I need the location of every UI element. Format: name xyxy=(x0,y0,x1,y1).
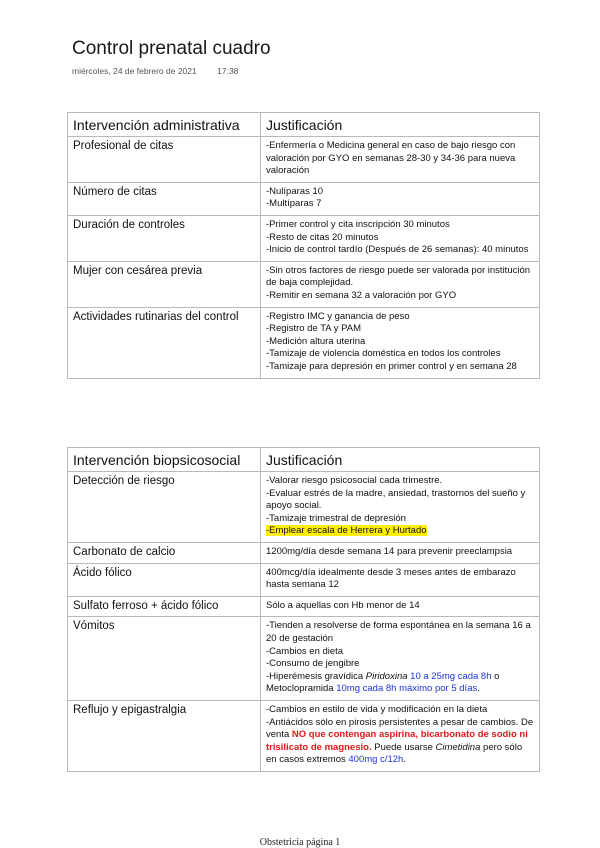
justification-line: -Registro IMC y ganancia de peso xyxy=(266,310,410,322)
table-row xyxy=(68,563,540,596)
table-row xyxy=(68,542,540,563)
text-segment: o Metoclopramida xyxy=(266,670,500,695)
note-time: 17:38 xyxy=(217,66,239,76)
justification-line: -Multíparas 7 xyxy=(266,198,322,210)
dose-text: 400mg c/12h xyxy=(348,754,404,766)
justification-line: -Medición altura uterina xyxy=(266,335,366,347)
table-header-row xyxy=(68,448,540,472)
row-justification xyxy=(261,137,540,183)
dose-text: 10 a 25mg cada 8h xyxy=(407,670,492,682)
justification-line: -Cambios en estilo de vida y modificación en la dieta xyxy=(266,703,488,715)
highlighted-line: -Emplear escala de Herrera y Hurtado xyxy=(266,525,427,537)
justification-line: Sólo a aquellas con Hb menor de 14 xyxy=(266,599,420,611)
hyperemesis-line xyxy=(266,671,534,696)
justification-line: -Tamizaje trimestral de depresión xyxy=(266,512,406,524)
justification-line: -Tamizaje de violencia doméstica en todos los controles xyxy=(266,348,501,360)
row-label: Ácido fólico xyxy=(68,563,261,596)
justification-line: -Evaluar estrés de la madre, ansiedad, trastornos del sueño y apoyo social. xyxy=(266,487,526,512)
page-title: Control prenatal cuadro xyxy=(72,38,271,59)
row-label: Vómitos xyxy=(68,617,261,701)
row-label: Actividades rutinarias del control xyxy=(68,307,261,378)
biopsychosocial-table xyxy=(67,447,540,772)
justification-line: -Tamizaje para depresión en primer control y en semana 28 xyxy=(266,360,517,372)
row-justification xyxy=(261,617,540,701)
justification-line: -Enfermería o Medicina general en caso de bajo riesgo con valoración por GYO en semanas 28-30 y 34-36 para nueva valoración xyxy=(266,140,516,177)
drug-name: Cimetidina xyxy=(435,741,481,753)
dose-text: 10mg cada 8h máximo por 5 días xyxy=(336,683,478,695)
note-datetime xyxy=(72,66,238,76)
table-row xyxy=(68,596,540,617)
text-segment: pero sólo en casos extremos xyxy=(266,741,523,766)
table-row xyxy=(68,700,540,771)
row-label: Sulfato ferroso + ácido fólico xyxy=(68,596,261,617)
justification-line: -Cambios en dieta xyxy=(266,645,344,657)
row-label: Duración de controles xyxy=(68,215,261,261)
administrative-table xyxy=(67,112,540,379)
table-header-row xyxy=(68,113,540,137)
row-justification xyxy=(261,215,540,261)
row-justification xyxy=(261,700,540,771)
text-segment: . xyxy=(477,683,480,695)
justification-line: -Inicio de control tardío (Después de 26 semanas): 40 minutos xyxy=(266,244,529,256)
row-justification xyxy=(261,542,540,563)
justification-line: -Resto de citas 20 minutos xyxy=(266,231,379,243)
row-justification xyxy=(261,472,540,543)
row-justification xyxy=(261,307,540,378)
table-row xyxy=(68,472,540,543)
justification-line: 1200mg/día desde semana 14 para prevenir preeclampsia xyxy=(266,545,513,557)
header-justification: Justificación xyxy=(261,113,540,137)
row-label: Número de citas xyxy=(68,182,261,215)
justification-line: -Sin otros factores de riesgo puede ser valorada por institución de baja complejidad. xyxy=(266,264,531,289)
row-label: Reflujo y epigastralgia xyxy=(68,700,261,771)
antacid-line xyxy=(266,717,534,767)
text-segment: Puede usarse xyxy=(371,741,436,753)
justification-line: -Remitir en semana 32 a valoración por GYO xyxy=(266,289,457,301)
text-segment: -Hiperémesis gravídica xyxy=(266,670,366,682)
table-row xyxy=(68,307,540,378)
justification-line: -Primer control y cita inscripción 30 minutos xyxy=(266,218,450,230)
warning-text: NO que contengan aspirina, bicarbonato de sodio ni trisilicato de magnesio. xyxy=(266,729,528,753)
table-row xyxy=(68,215,540,261)
text-segment: . xyxy=(403,754,406,766)
page-footer: Obstetricia página 1 xyxy=(259,837,341,848)
header-intervention: Intervención administrativa xyxy=(68,113,261,137)
table-row xyxy=(68,137,540,183)
justification-line: 400mcg/día idealmente desde 3 meses antes de embarazo hasta semana 12 xyxy=(266,566,516,591)
justification-line: -Registro de TA y PAM xyxy=(266,323,362,335)
row-label: Carbonato de calcio xyxy=(68,542,261,563)
table-row xyxy=(68,261,540,307)
row-justification xyxy=(261,182,540,215)
header-intervention: Intervención biopsicosocial xyxy=(68,448,261,472)
justification-line: -Valorar riesgo psicosocial cada trimestre. xyxy=(266,475,443,486)
table-row xyxy=(68,182,540,215)
row-label: Detección de riesgo xyxy=(68,472,261,543)
text-segment: -Antiácidos sólo en pirosis persistentes a pesar de cambios. De venta xyxy=(266,716,534,741)
table-row xyxy=(68,617,540,701)
justification-line: -Tienden a resolverse de forma espontánea en la semana 16 a 20 de gestación xyxy=(266,620,531,644)
row-justification xyxy=(261,596,540,617)
note-date: miércoles, 24 de febrero de 2021 xyxy=(72,66,197,76)
header-justification: Justificación xyxy=(261,448,540,472)
row-label: Mujer con cesárea previa xyxy=(68,261,261,307)
justification-line: -Consumo de jengibre xyxy=(266,658,360,670)
drug-name: Piridoxina xyxy=(365,670,408,682)
row-justification xyxy=(261,563,540,596)
row-label: Profesional de citas xyxy=(68,137,261,183)
row-justification xyxy=(261,261,540,307)
justification-line: -Nulíparas 10 xyxy=(266,185,324,197)
